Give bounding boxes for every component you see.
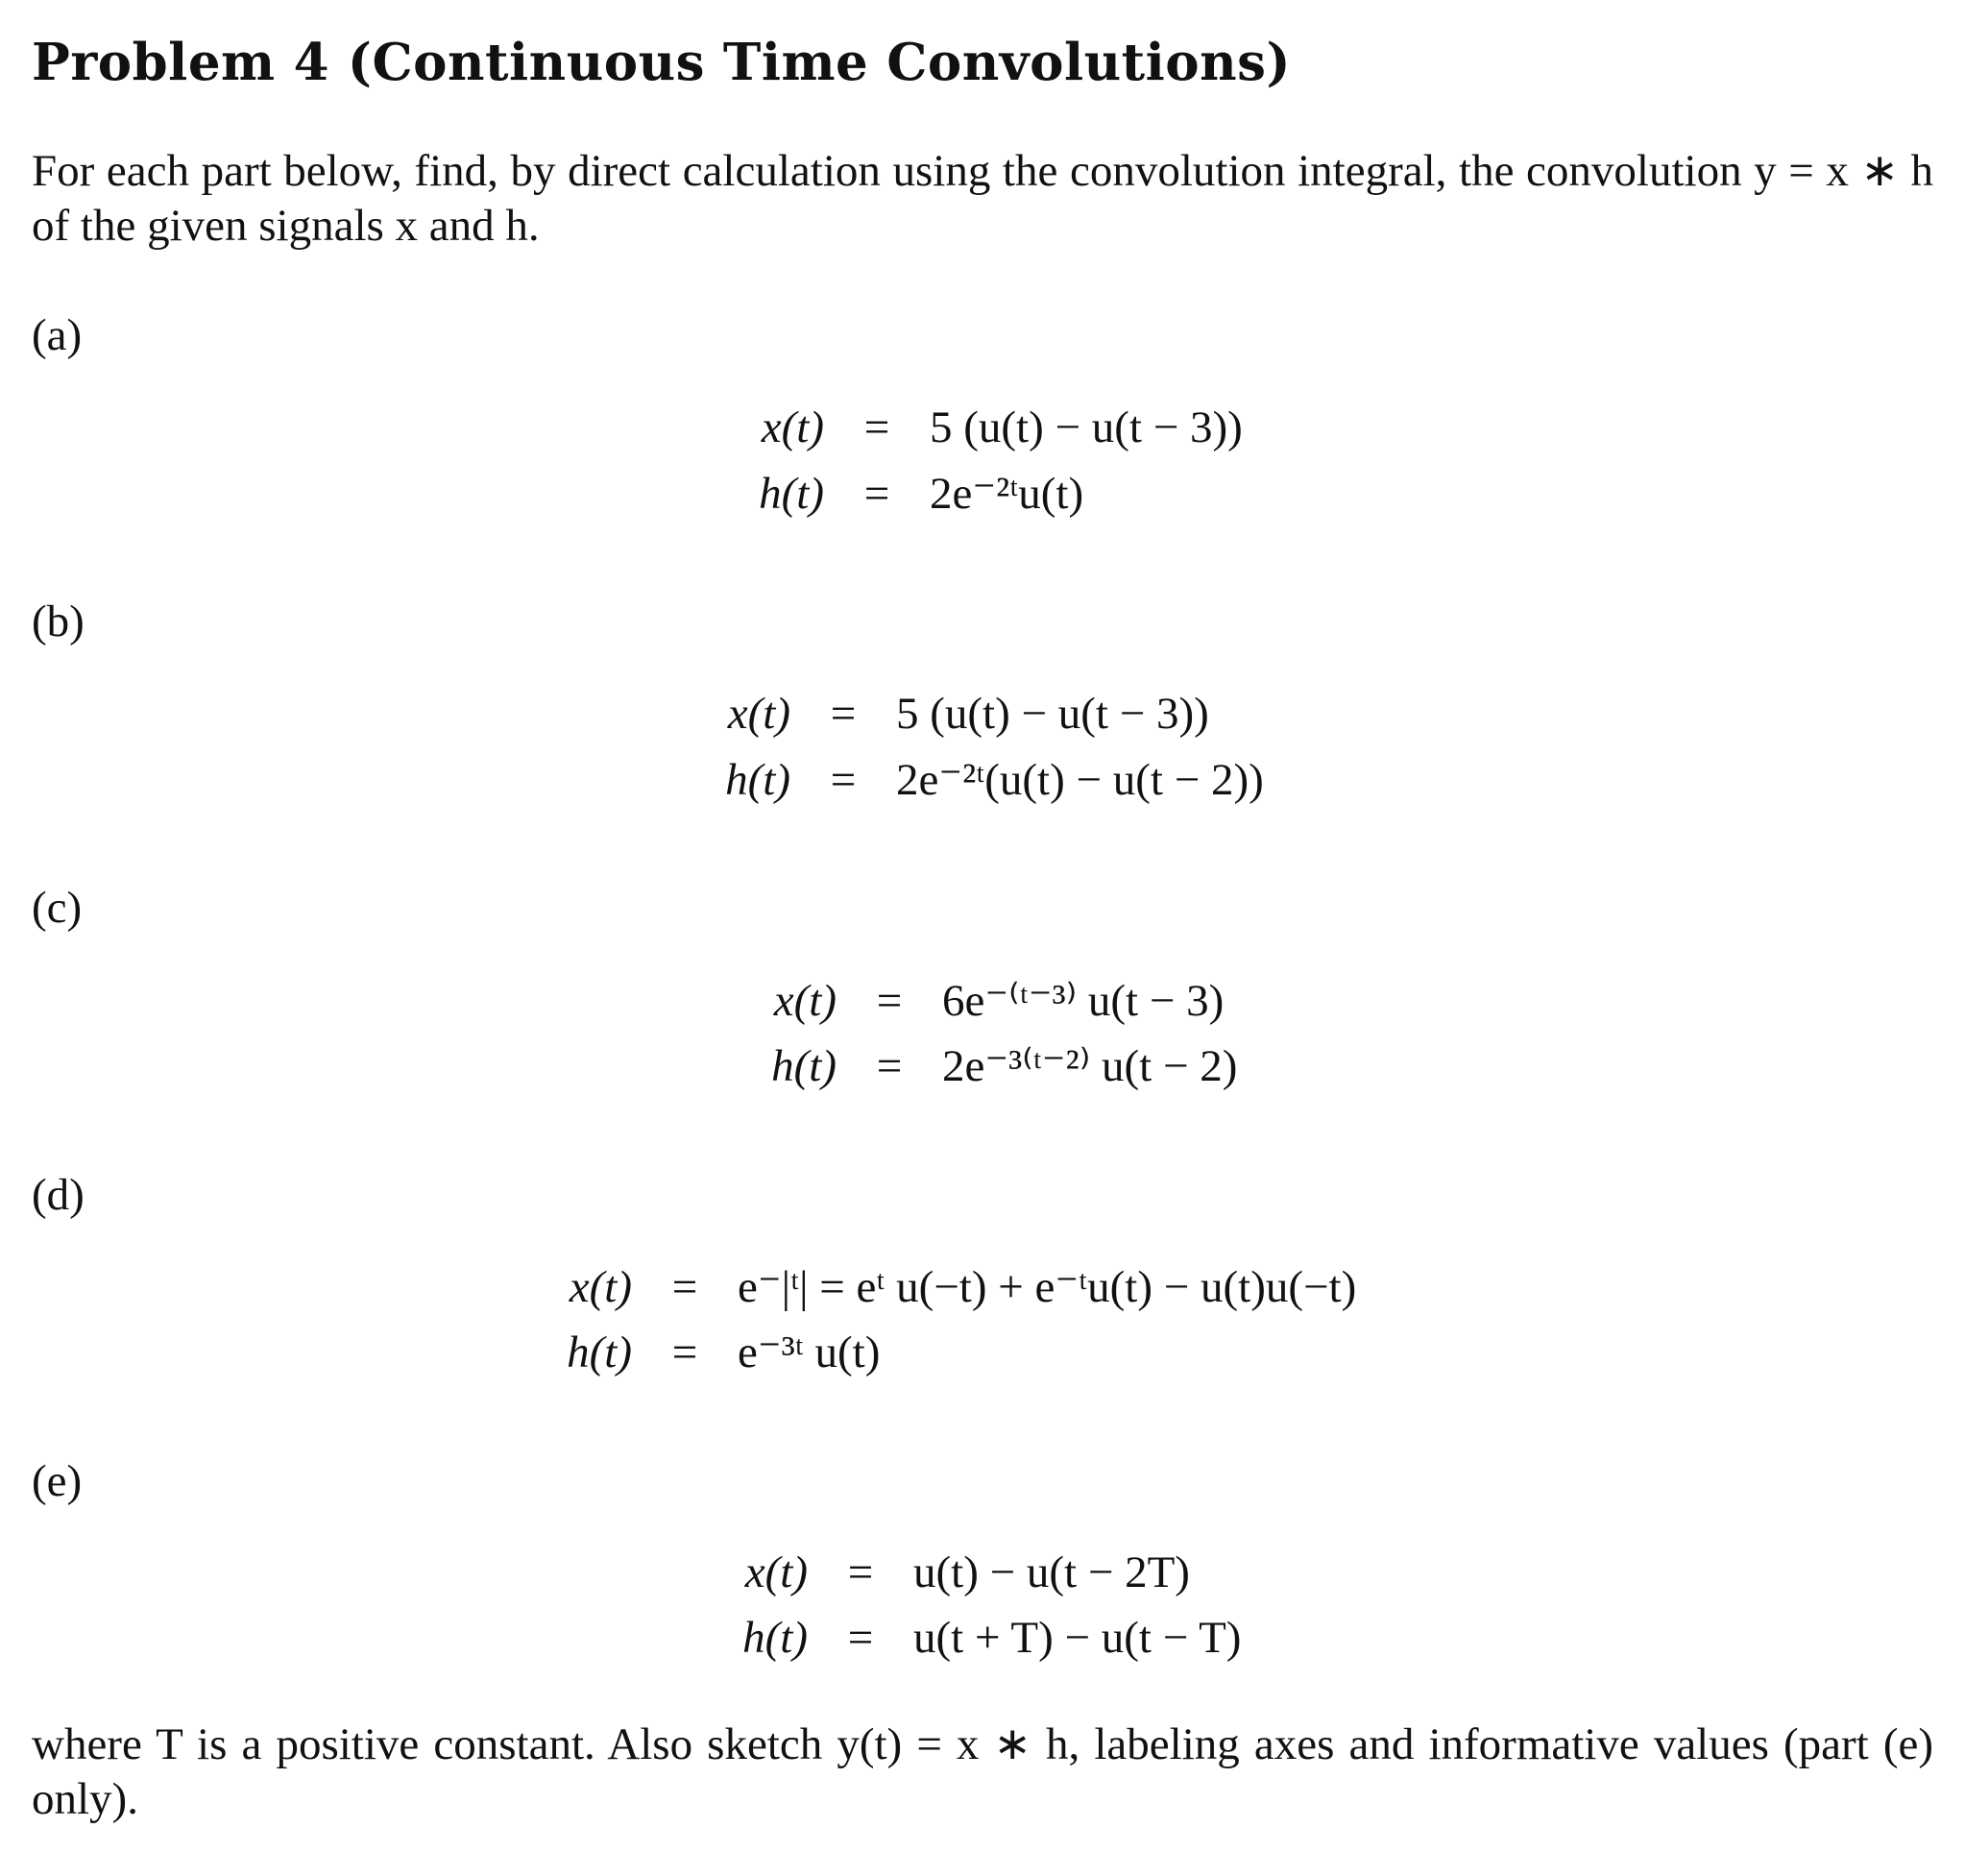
equation-equals: = [830,755,857,805]
equation-row [709,467,1243,532]
equation-row [721,1039,1237,1105]
equation-rhs: 2e⁻²ᵗ(u(t) − u(t − 2)) [896,755,1264,805]
part-e-label: (e) [32,1456,83,1506]
part-b-label: (b) [32,597,85,646]
equation-rhs: 2e⁻²ᵗu(t) [930,469,1084,519]
equation-lhs: h(t) [759,469,824,519]
equation-equals: = [863,402,890,452]
equation-lhs: x(t) [744,1547,808,1597]
equation-rhs: u(t + T) − u(t − T) [913,1613,1242,1663]
document-page [32,0,1933,1876]
equation-equals: = [847,1547,874,1597]
equation-lhs: x(t) [727,689,790,739]
equation-row [709,402,1243,467]
equation-rhs: 2e⁻³⁽ᵗ⁻²⁾ u(t − 2) [942,1041,1238,1091]
equation-lhs: h(t) [567,1328,632,1377]
part-c-label: (c) [32,883,83,933]
equation-row [517,1326,1356,1391]
equation-equals: = [830,689,857,739]
equation-equals: = [671,1328,698,1377]
part-a-equations [709,402,1243,532]
equation-row [721,974,1237,1039]
part-b-equations [675,688,1264,818]
equation-lhs: x(t) [773,976,837,1026]
equation-row [692,1612,1241,1677]
equation-rhs: 5 (u(t) − u(t − 3)) [896,689,1209,739]
problem-intro: For each part below, find, by direct calculation using the convolution integral, the convolution y = x ∗ h of the given signals x and h. [32,146,1933,251]
equation-row [517,1260,1356,1326]
equation-row [675,688,1264,753]
equation-rhs: 5 (u(t) − u(t − 3)) [930,402,1243,452]
part-e-equations [692,1547,1241,1677]
equation-rhs: 6e⁻⁽ᵗ⁻³⁾ u(t − 3) [942,976,1225,1026]
equation-rhs: u(t) − u(t − 2T) [913,1547,1190,1597]
equation-rhs: e⁻³ᵗ u(t) [738,1328,881,1377]
equation-equals: = [863,469,890,519]
equation-lhs: x(t) [569,1262,632,1312]
problem-title: Problem 4 (Continuous Time Convolutions) [32,33,1292,92]
equation-row [675,753,1264,818]
equation-lhs: h(t) [725,755,790,805]
equation-equals: = [876,1041,903,1091]
equation-equals: = [876,976,903,1026]
part-a-label: (a) [32,310,83,360]
equation-rhs: e⁻|ᵗ| = eᵗ u(−t) + e⁻ᵗu(t) − u(t)u(−t) [738,1262,1357,1312]
part-d-label: (d) [32,1170,85,1220]
equation-lhs: h(t) [771,1041,837,1091]
equation-equals: = [671,1262,698,1312]
part-c-equations [721,974,1237,1105]
equation-lhs: x(t) [761,402,824,452]
equation-lhs: h(t) [742,1613,808,1663]
equation-row [692,1547,1241,1612]
equation-equals: = [847,1613,874,1663]
part-d-equations [517,1260,1356,1391]
problem-outro: where T is a positive constant. Also sketch y(t) = x ∗ h, labeling axes and informative values (part (e) only). [32,1719,1933,1824]
